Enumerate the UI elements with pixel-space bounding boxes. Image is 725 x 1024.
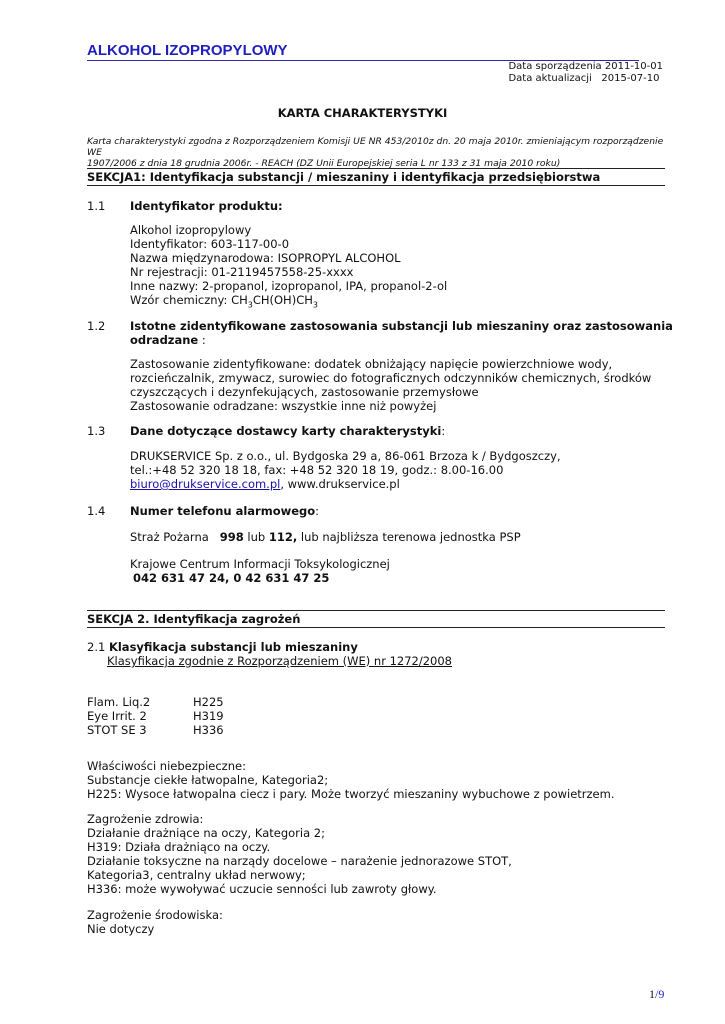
health-hazard-line: Zagrożenie zdrowia:: [87, 812, 204, 826]
other-names: Inne nazwy: 2-propanol, izopropanol, IPA, propanol-2-ol: [130, 279, 448, 293]
supplier-email-link[interactable]: biuro@drukservice.com.pl: [130, 477, 281, 491]
subsection-title: Identyfikator produktu:: [130, 199, 283, 213]
subsection-number: 1.4: [87, 504, 106, 518]
section-1-heading: SEKCJA1: Identyfikacja substancji / mieszaniny i identyfikacja przedsiębiorstwa: [87, 168, 665, 186]
intl-name: Nazwa międzynarodowa: ISOPROPYL ALCOHOL: [130, 251, 401, 265]
subsection-number: 1.1: [87, 199, 106, 213]
subsection-number: 1.3: [87, 424, 106, 438]
hazard-code: H225: [193, 695, 224, 709]
product-identifier-block: [130, 223, 447, 312]
subsection-title: Numer telefonu alarmowego:: [130, 504, 320, 518]
supplier-block: [130, 449, 561, 491]
intro-line: 1907/2006 z dnia 18 grudnia 2006r. - REACH (DZ Unii Europejskiej seria L nr 133 z 31 maja 2010 roku): [87, 158, 561, 169]
hazard-class: Eye Irrit. 2: [87, 709, 147, 723]
hazard-line: Substancje ciekłe łatwopalne, Kategoria2;: [87, 773, 329, 787]
page-number: 1/9: [649, 987, 665, 1001]
intro-line: Karta charakterystyki zgodna z Rozporządzeniem Komisji UE NR 453/2010z dn. 20 maja 2010r. zmieniającym rozporządzenie WE: [87, 136, 664, 158]
subsection-title: Istotne zidentyfikowane zastosowania substancji lub mieszaniny oraz zastosowania odradzane :: [130, 319, 673, 347]
health-hazards: [87, 812, 512, 896]
classification-row: [87, 709, 224, 723]
health-hazard-line: H336: może wywoływać uczucie senności lub zawroty głowy.: [87, 882, 437, 896]
uses-block: Zastosowanie zidentyfikowane: dodatek obniżający napięcie powierzchniowe wody, rozcieńczalnik, zmywacz, surowiec do fotograficznych odczynników chemicznych, środków czyszczących i dezynfekujących, zastosowanie przemysłowe Zastosowanie odradzane: wszystkie inne niż powyżej: [130, 357, 652, 413]
tox-center-name: Krajowe Centrum Informacji Toksykologicznej: [130, 557, 390, 571]
chemical-formula: Wzór chemiczny: $CH_3CH(OH)CH_3$: [130, 293, 318, 310]
classification-regulation: Klasyfikacja zgodnie z Rozporządzeniem (WE) nr 1272/2008: [107, 654, 452, 668]
subsection-number: 1.2: [87, 319, 106, 333]
fire-brigade-line: Straż Pożarna 998 lub 112, lub najbliższa terenowa jednostka PSP: [130, 530, 521, 544]
hazardous-properties: [87, 759, 615, 801]
hazard-class: Flam. Liq.2: [87, 695, 151, 709]
registration-number: Nr rejestracji: 01-2119457558-25-xxxx: [130, 265, 354, 279]
supplier-phone: tel.:+48 52 320 18 18, fax: +48 52 320 18 19, godz.: 8.00-16.00: [130, 463, 504, 477]
supplier-address: DRUKSERVICE Sp. z o.o., ul. Bydgoska 29 a, 86-061 Brzoza k / Bydgoszczy,: [130, 449, 561, 463]
supplier-web: , www.drukservice.pl: [280, 477, 400, 491]
subsection-title: Dane dotyczące dostawcy karty charakterystyki:: [130, 424, 446, 438]
health-hazard-line: Działanie toksyczne na narządy docelowe – narażenie jednorazowe STOT,: [87, 854, 512, 868]
intro-note: [87, 136, 667, 169]
health-hazard-line: Kategoria3, centralny układ nerwowy;: [87, 868, 306, 882]
env-hazard-line: Nie dotyczy: [87, 922, 155, 936]
created-date: Data sporządzenia 2011-10-01: [508, 61, 663, 72]
document-dates: [508, 61, 663, 85]
hazard-code: H336: [193, 723, 224, 737]
product-name: Alkohol izopropylowy: [130, 223, 252, 237]
updated-date: Data aktualizacji 2015-07-10: [508, 73, 660, 84]
env-hazard-line: Zagrożenie środowiska:: [87, 908, 223, 922]
document-title: ALKOHOL IZOPROPYLOWY: [87, 42, 639, 61]
classification-row: [87, 695, 224, 709]
tox-center-block: [130, 557, 390, 585]
document-heading: KARTA CHARAKTERYSTYKI: [277, 106, 448, 120]
classification-row: [87, 723, 224, 737]
tox-center-phones: 042 631 47 24, 0 42 631 47 25: [133, 571, 330, 585]
classification-table: [87, 695, 224, 737]
hazard-class: STOT SE 3: [87, 723, 147, 737]
hazard-line: Właściwości niebezpieczne:: [87, 759, 246, 773]
health-hazard-line: H319: Działa drażniąco na oczy.: [87, 840, 271, 854]
identifier: Identyfikator: 603-117-00-0: [130, 237, 290, 251]
section-2-heading: SEKCJA 2. Identyfikacja zagrożeń: [87, 610, 665, 628]
hazard-line: H225: Wysoce łatwopalna ciecz i pary. Może tworzyć mieszaniny wybuchowe z powietrzem.: [87, 787, 615, 801]
subsection-2-1-title: 2.1 Klasyfikacja substancji lub mieszaniny: [87, 640, 358, 654]
environmental-hazards: [87, 908, 223, 936]
health-hazard-line: Działanie drażniące na oczy, Kategoria 2;: [87, 826, 325, 840]
hazard-code: H319: [193, 709, 224, 723]
